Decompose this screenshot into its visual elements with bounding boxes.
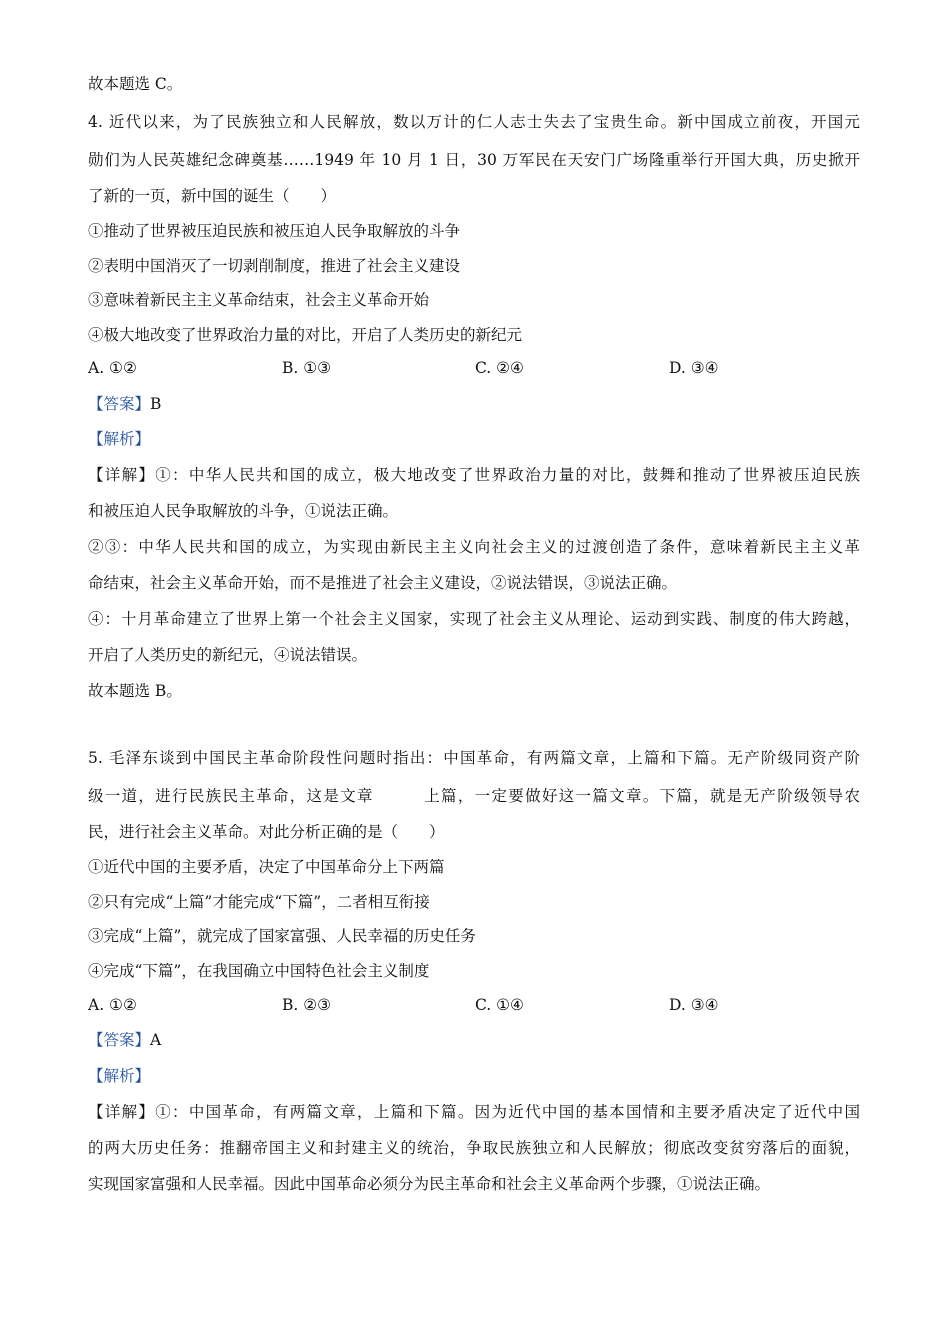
- q4-option-a: A. ①②: [88, 359, 137, 377]
- answer-tag: 【答案】: [88, 395, 151, 413]
- analysis-tag: 【解析】: [88, 1067, 151, 1085]
- q5-detail-line-1: [88, 1102, 860, 1122]
- q5-detail-line-3: 实现国家富强和人民幸福。因此中国革命必须分为民主革命和社会主义革命两个步骤，①说法正确。: [88, 1175, 771, 1193]
- q4-detail-line-4: 命结束，社会主义革命开始，而不是推进了社会主义建设，②说法错误，③说法正确。: [88, 574, 678, 592]
- q4-detail-line-5: ④：十月革命建立了世界上第一个社会主义国家，实现了社会主义从理论、运动到实践、制度的伟大跨越，: [88, 610, 860, 628]
- q4-answer: B: [150, 395, 162, 413]
- q4-detail-line-3: ②③：中华人民共和国的成立，为实现由新民主主义向社会主义的过渡创造了条件，意味着新民主主义革: [88, 538, 860, 556]
- answer-tag: 【答案】: [88, 1031, 151, 1049]
- q5-option-d: D. ③④: [669, 996, 719, 1014]
- q5-statement-4: ④完成“下篇”，在我国确立中国特色社会主义制度: [88, 962, 430, 980]
- q4-statement-4: ④极大地改变了世界政治力量的对比，开启了人类历史的新纪元: [88, 326, 523, 344]
- q4-stem-line-3: 了新的一页，新中国的诞生（ ）: [88, 187, 337, 205]
- q5-stem-line-3: 民，进行社会主义革命。对此分析正确的是（ ）: [88, 823, 445, 841]
- q5-detail-line-2: 的两大历史任务：推翻帝国主义和封建主义的统治，争取民族独立和人民解放；彻底改变贫穷落后的面貌，: [88, 1139, 860, 1157]
- analysis-tag: 【解析】: [88, 430, 151, 448]
- q4-option-d: D. ③④: [669, 359, 719, 377]
- q5-option-c: C. ①④: [475, 996, 524, 1014]
- q4-stem-line-1: 4. 近代以来，为了民族独立和人民解放，数以万计的仁人志士失去了宝贵生命。新中国成立前夜，开国元: [88, 113, 860, 131]
- prev-conclusion: 故本题选 C。: [88, 75, 183, 93]
- detail-tag: 【详解】: [88, 466, 156, 484]
- q4-stem-line-2: 勋们为人民英雄纪念碑奠基……1949 年 10 月 1 日，30 万军民在天安门广场隆重举行开国大典，历史掀开: [88, 151, 860, 169]
- q4-statement-2: ②表明中国消灭了一切剥削制度，推进了社会主义建设: [88, 257, 461, 275]
- q5-statement-1: ①近代中国的主要矛盾，决定了中国革命分上下两篇: [88, 858, 445, 876]
- q5-stem-line-2: 级一道，进行民族民主革命，这是文章 上篇，一定要做好这一篇文章。下篇，就是无产阶级领导农: [88, 787, 860, 805]
- q4-detail-line-6: 开启了人类历史的新纪元，④说法错误。: [88, 646, 368, 664]
- q4-detail-line-2: 和被压迫人民争取解放的斗争，①说法正确。: [88, 502, 399, 520]
- q5-detail-text: ①：中国革命，有两篇文章，上篇和下篇。因为近代中国的基本国情和主要矛盾决定了近代中国: [155, 1103, 860, 1121]
- q5-answer-line: [88, 1030, 161, 1050]
- q5-option-a: A. ①②: [88, 996, 137, 1014]
- q4-analysis-tag: [88, 429, 150, 449]
- q5-analysis-tag: [88, 1066, 150, 1086]
- q4-option-c: C. ②④: [475, 359, 524, 377]
- q5-answer: A: [150, 1031, 162, 1049]
- q5-option-b: B. ②③: [282, 996, 332, 1014]
- q4-option-b: B. ①③: [282, 359, 332, 377]
- q4-statement-3: ③意味着新民主主义革命结束，社会主义革命开始: [88, 291, 430, 309]
- q5-statement-2: ②只有完成“上篇”才能完成“下篇”，二者相互衔接: [88, 893, 430, 911]
- q4-conclusion: 故本题选 B。: [88, 682, 182, 700]
- q4-answer-line: [88, 394, 161, 414]
- detail-tag: 【详解】: [88, 1103, 156, 1121]
- q4-detail-text: ①：中华人民共和国的成立，极大地改变了世界政治力量的对比，鼓舞和推动了世界被压迫民族: [155, 466, 860, 484]
- q5-statement-3: ③完成“上篇”，就完成了国家富强、人民幸福的历史任务: [88, 927, 476, 945]
- q4-detail-line-1: [88, 465, 860, 485]
- q5-stem-line-1: 5. 毛泽东谈到中国民主革命阶段性问题时指出：中国革命，有两篇文章，上篇和下篇。无产阶级同资产阶: [88, 749, 860, 767]
- q4-statement-1: ①推动了世界被压迫民族和被压迫人民争取解放的斗争: [88, 222, 461, 240]
